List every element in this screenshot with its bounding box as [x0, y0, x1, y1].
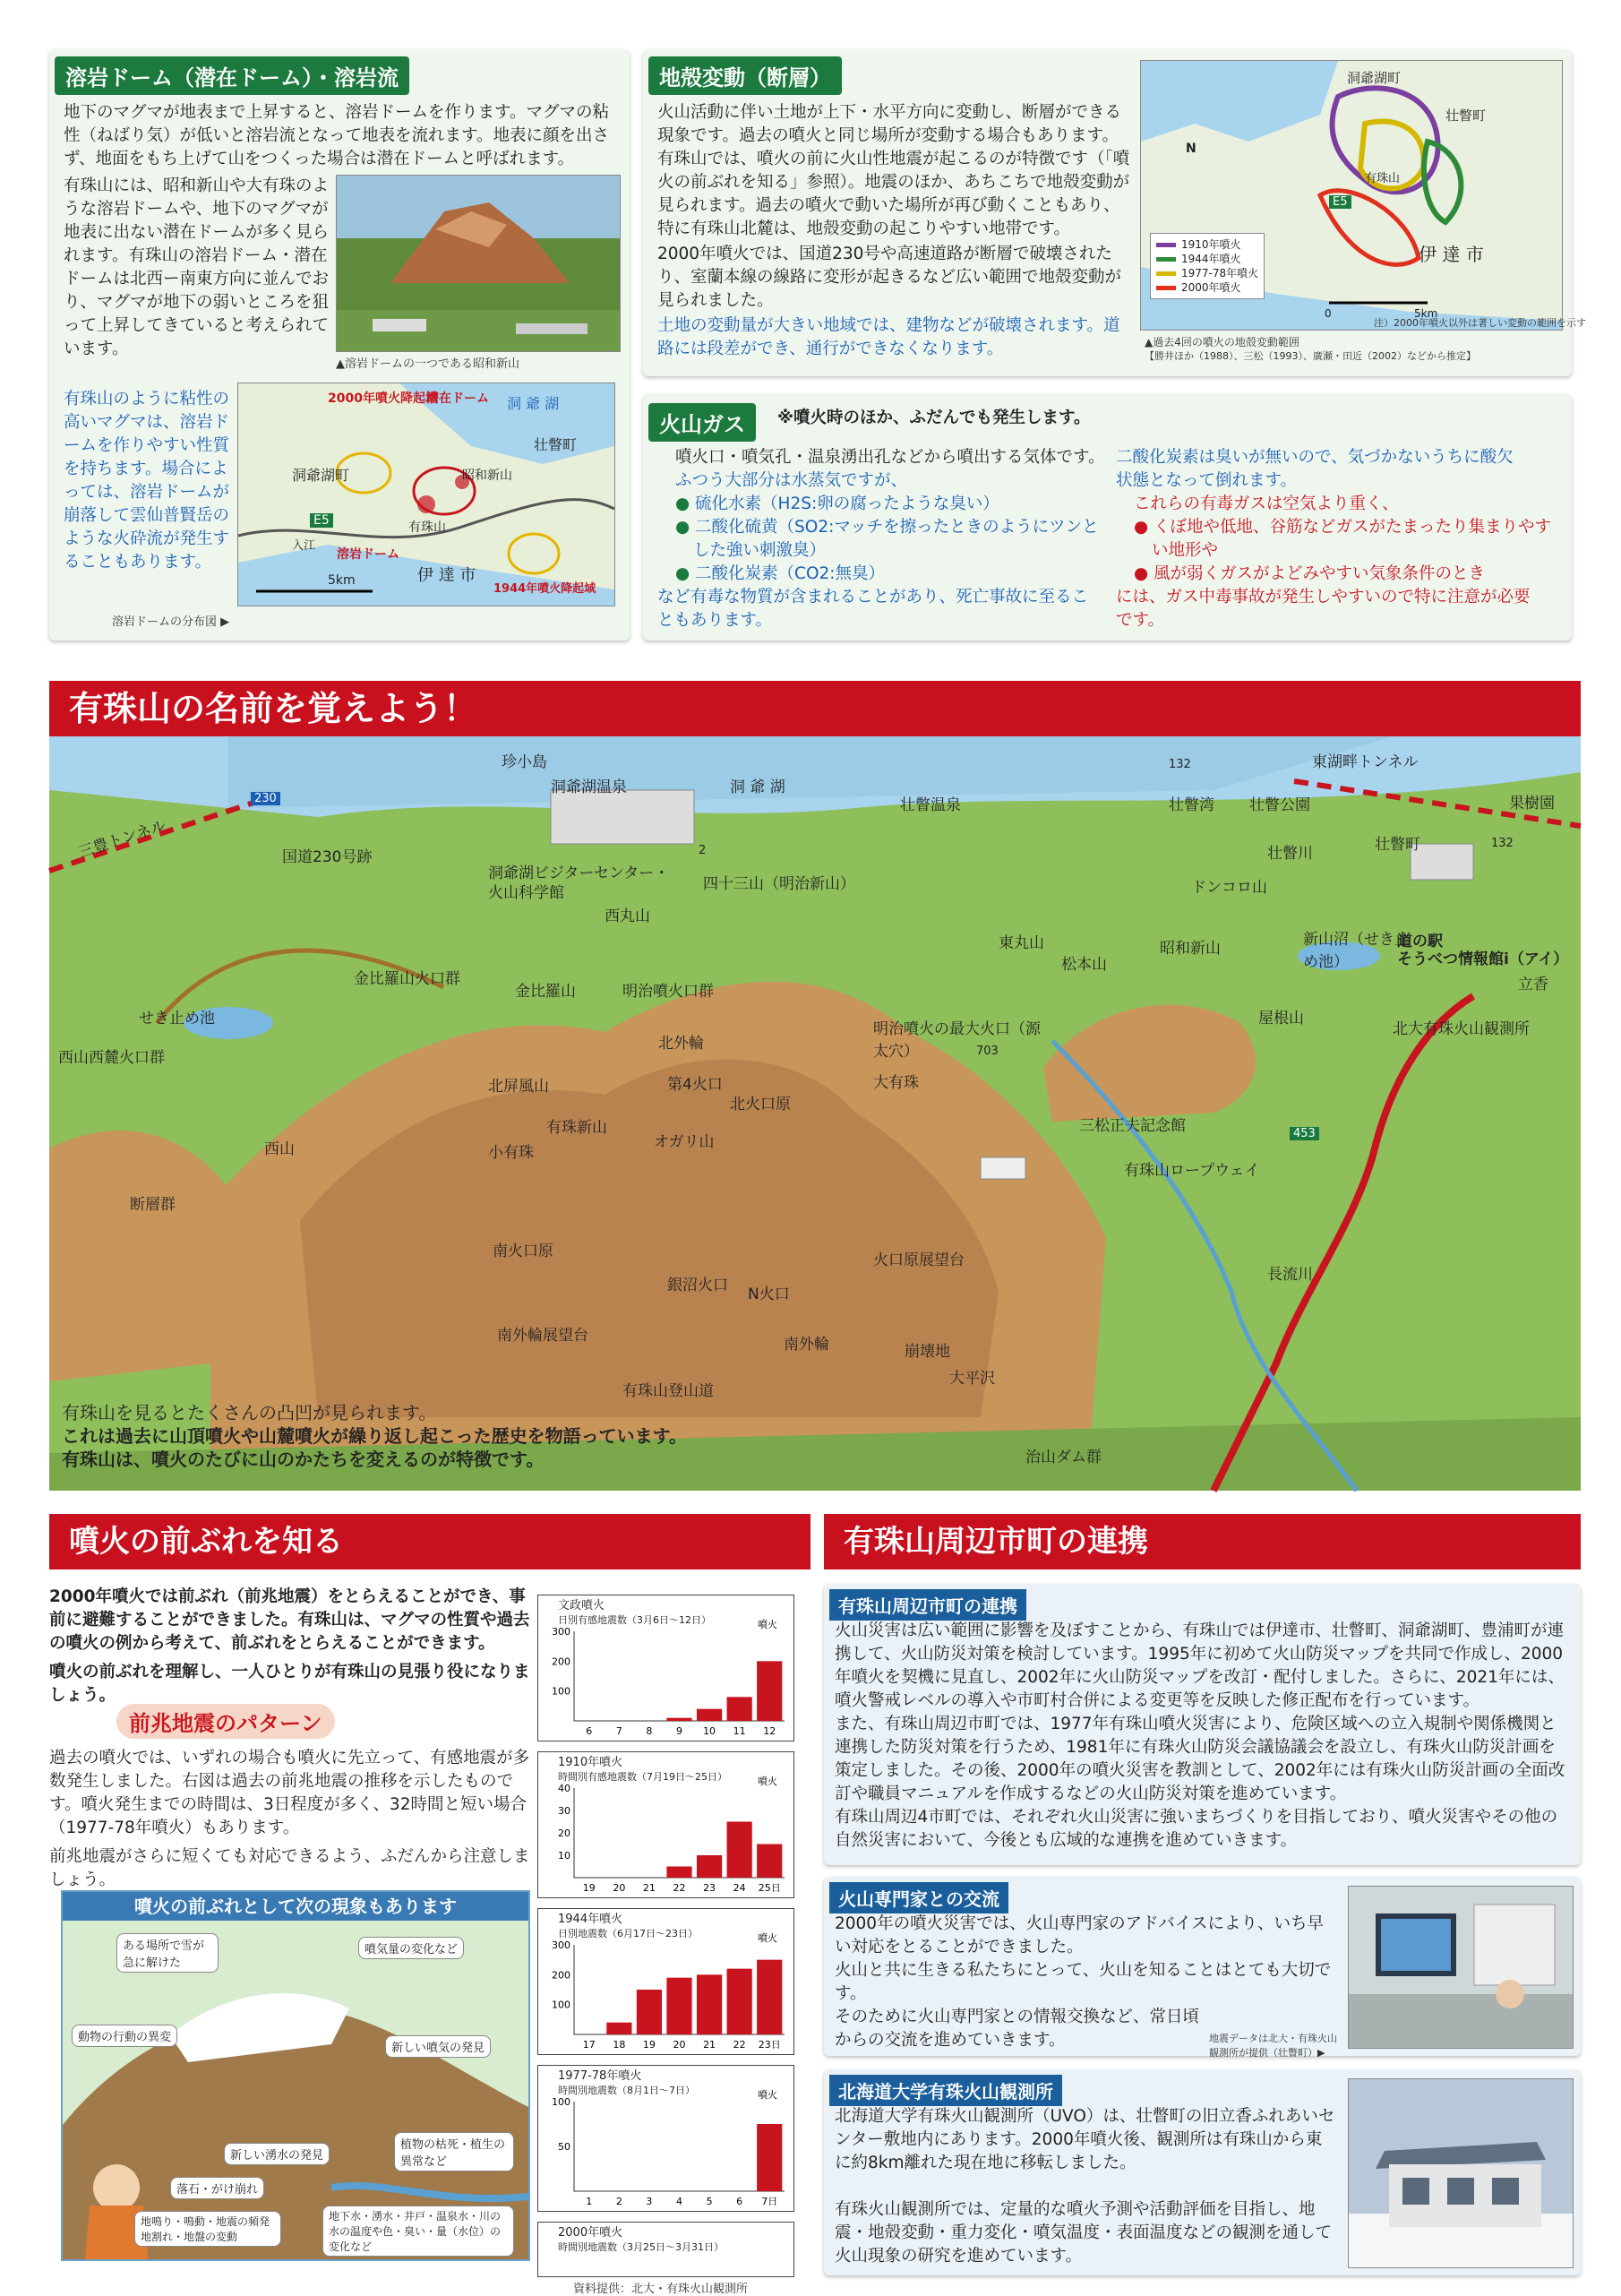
showa-shinzan-photo — [336, 175, 621, 352]
coop-s3-p1: 北海道大学有珠火山観測所（UVO）は、壮瞥町の旧立香ふれあいセンター敷地内にあります。2000年噴火後、観測所は有珠山から東に約8km離れた現在地に移転しました。 — [835, 2107, 1335, 2172]
chart-bar — [697, 1974, 722, 2034]
road-number: 2 — [699, 844, 707, 857]
x-tick-label: 11 — [733, 1725, 746, 1737]
chart-bar — [757, 2124, 782, 2191]
chart-bar — [757, 1960, 782, 2034]
observatory-photo — [1348, 2078, 1574, 2268]
place-label: 火山科学館 — [488, 884, 564, 902]
fault-panel — [643, 49, 1586, 376]
place-label: 南火口原 — [493, 1243, 553, 1260]
gas-right: 二酸化炭素は臭いが無いので、気づかないうちに酸欠 — [1116, 448, 1514, 467]
charts-source: 資料提供：北大・有珠火山観測所 — [573, 2283, 749, 2296]
coop-s2-p1: 2000年の噴火災害では、火山専門家のアドバイスにより、いち早い対応をとることができました。 — [835, 1914, 1325, 1956]
gas-right-bullet: ● 風が弱くガスがよどみやすい気象条件のとき — [1134, 564, 1486, 583]
place-label: 壮瞥町 — [1375, 836, 1420, 854]
gas-bullet: ● 二酸化炭素（CO2:無臭） — [675, 564, 886, 583]
x-tick-label: 10 — [703, 1725, 716, 1737]
illus-label: 動物の行動の異変 — [72, 2025, 177, 2047]
coop-s1-p3: 有珠山周辺4市町では、それぞれ火山災害に強いまちづくりを目指しており、噴火災害やその他の自然災害において、今後とも広域的な連携を進めていきます。 — [835, 1808, 1558, 1850]
chart-title-text: 1944年噴火 — [558, 1913, 623, 1926]
place-label: 明治噴火の最大火口（源太穴） — [873, 1020, 1041, 1061]
place-label: 四十三山（明治新山） — [703, 875, 855, 893]
y-tick-label: 30 — [558, 1805, 570, 1817]
y-tick-label: 100 — [552, 2096, 570, 2108]
road-number: 132 — [1169, 758, 1191, 771]
chart-bar — [757, 1661, 782, 1721]
gas-panel — [643, 394, 1572, 641]
signs-p4: 前兆地震がさらに短くても対応できるよう、ふだんから注意しましょう。 — [49, 1847, 530, 1889]
illus-label: 地下水・湧水・井戸・温泉水・川の水の温度や色・臭い・量（水位）の変化など — [322, 2206, 514, 2257]
map-label: 有珠山 — [408, 520, 446, 535]
chart-bar — [666, 1867, 691, 1879]
chart-subtitle: 時間別地震数（3月25日～3月31日） — [558, 2241, 724, 2253]
coop-section-3 — [824, 2069, 1581, 2275]
fault-map-note: 注）2000年噴火以外は著しい変動の範囲を示す — [1374, 317, 1586, 329]
x-tick-label: 22 — [673, 1882, 686, 1894]
place-label: 長流川 — [1267, 1266, 1313, 1284]
fault-map-label: 5km — [1414, 307, 1438, 320]
names-caption-box — [62, 1401, 957, 1471]
place-label: 南外輪展望台 — [497, 1327, 588, 1345]
map-label: 昭和新山 — [462, 469, 512, 483]
gas-right-text: 風が弱くガスがよどみやすい気象条件のとき — [1154, 564, 1486, 583]
place-label: 壮瞥公園 — [1249, 796, 1310, 814]
x-tick-label: 7日 — [761, 2196, 778, 2207]
illus-label: 新しい噴気の発見 — [385, 2035, 491, 2058]
place-label: 壮瞥温泉 — [900, 796, 961, 814]
fault-tag: 地殻変動（断層） — [648, 56, 842, 95]
fault-map-label: E5 — [1329, 195, 1351, 209]
x-tick-label: 6 — [586, 1725, 593, 1737]
place-label: オガリ山 — [654, 1133, 715, 1151]
chart-subtitle: 日別地震数（6月17日～23日） — [558, 1928, 698, 1939]
gas-right: い地形や — [1152, 541, 1219, 560]
chart-title-text: 2000年噴火 — [558, 2226, 623, 2240]
place-label: 大平沢 — [949, 1370, 995, 1388]
x-tick-label: 12 — [763, 1725, 776, 1737]
place-label: 西山西麓火口群 — [58, 1049, 165, 1067]
chart-axis — [574, 1788, 785, 1878]
place-label: 北屏風山 — [488, 1078, 549, 1096]
place-label: 東丸山 — [999, 934, 1044, 952]
fault-p3: 2000年噴火では、国道230号や高速道路が断層で破壊されたり、室蘭本線の線路に変形が起きるなど広い範囲で地殻変動が見られました。 — [657, 245, 1122, 310]
place-label: 有珠山ロープウェイ — [1124, 1162, 1260, 1180]
chart-bunsei — [537, 1595, 794, 1741]
place-label: 銀沼火口 — [667, 1277, 728, 1294]
place-label: 新山沼（せき止め池） — [1303, 931, 1410, 971]
chart-subtitle: 時間別有感地震数（7月19日～25日） — [558, 1771, 727, 1783]
road-number: 453 — [1290, 1127, 1319, 1140]
names-caption: これは過去に山頂噴火や山麓噴火が繰り返し起こった歴史を物語っています。 — [62, 1425, 687, 1447]
place-label: 洞爺湖ビジターセンター・ — [488, 864, 670, 882]
coop-s2-p2: 火山と共に生きる私たちにとって、火山を知ることはとても大切です。 — [835, 1961, 1332, 2003]
chart-axis — [574, 1631, 785, 1721]
x-tick-label: 23日 — [758, 2039, 781, 2051]
eruption-annotation: 噴火 — [758, 2089, 777, 2101]
coop-section-1 — [824, 1584, 1581, 1865]
map-label: 5km — [328, 573, 356, 588]
road-number: 132 — [1491, 837, 1514, 850]
x-tick-label: 19 — [582, 1882, 596, 1894]
eruption-annotation: 噴火 — [758, 1932, 777, 1944]
usu-illustrated-map — [49, 736, 1581, 1491]
legend-label: 2000年噴火 — [1181, 281, 1241, 294]
place-label: 南外輪 — [784, 1336, 829, 1354]
gas-bullet-text: 硫化水素（H2S:卵の腐ったような臭い） — [695, 494, 999, 513]
place-label: 金比羅山 — [515, 983, 576, 1001]
place-label: 東湖畔トンネル — [1312, 753, 1419, 771]
fault-p1: 火山活動に伴い土地が上下・水平方向に変動し、断層ができる現象です。過去の噴火と同じ場所が変動する場合もあります。 — [657, 103, 1122, 145]
chart-1977 — [537, 2065, 794, 2212]
x-tick-label: 5 — [706, 2196, 713, 2207]
gas-line: ふつう大部分は水蒸気ですが、 — [675, 471, 908, 490]
chart-bar — [727, 1822, 752, 1879]
place-label: ドンコロ山 — [1191, 879, 1267, 897]
x-tick-label: 17 — [582, 2039, 596, 2051]
place-label: 立香 — [1518, 976, 1548, 993]
x-tick-label: 3 — [646, 2196, 653, 2207]
gas-right: には、ガス中毒事故が発生しやすいので特に注意が必要 — [1116, 588, 1531, 606]
place-label: 大有珠 — [873, 1074, 919, 1092]
place-label: 西丸山 — [605, 907, 650, 925]
illus-label: 噴気量の変化など — [358, 1937, 464, 1959]
chart-bar — [697, 1709, 722, 1721]
x-tick-label: 8 — [646, 1725, 653, 1737]
gas-right-text: くぼ地や低地、谷筋などガスがたまったり集まりやす — [1154, 518, 1552, 537]
place-label: 三豊トンネル — [76, 816, 168, 863]
fault-caption-source: 【勝井ほか（1988）、三松（1993）、廣瀬・田近（2002）などから推定】 — [1145, 350, 1476, 362]
place-label: 治山ダム群 — [1025, 1449, 1102, 1466]
gas-line: など有毒な物質が含まれることがあり、死亡事故に至るこ — [657, 588, 1089, 606]
coop-s3-p2: 有珠火山観測所では、定量的な噴火予測や活動評価を目指し、地震・地殻変動・重力変化・噴気温度・表面温度などの観測を通して火山現象の研究を進めています。 — [835, 2200, 1333, 2266]
x-tick-label: 21 — [642, 1882, 656, 1894]
y-tick-label: 300 — [552, 1939, 570, 1951]
place-label: 小有珠 — [488, 1144, 534, 1162]
place-label: 昭和新山 — [1160, 940, 1221, 958]
lava-dome-map — [237, 383, 615, 606]
place-label: 断層群 — [130, 1196, 176, 1214]
gas-intro: ※噴火時のほか、ふだんでも発生します。 — [777, 408, 1091, 427]
place-label: 崩壊地 — [905, 1343, 950, 1361]
road-number: 230 — [251, 792, 280, 805]
x-tick-label: 4 — [676, 2196, 682, 2207]
gas-bullet-text: 二酸化炭素（CO2:無臭） — [695, 564, 886, 583]
chart-bar — [637, 1990, 662, 2034]
y-tick-label: 300 — [552, 1626, 570, 1638]
x-tick-label: 19 — [642, 2039, 656, 2051]
legend-swatch — [1156, 257, 1176, 262]
x-tick-label: 21 — [703, 2039, 716, 2051]
chart-plot — [538, 1595, 793, 1741]
chart-bar — [757, 1845, 782, 1879]
names-caption: 有珠山は、噴火のたびに山のかたちを変えるのが特徴です。 — [62, 1449, 545, 1470]
place-label: 第4火口 — [667, 1076, 723, 1094]
chart-title-text: 1977-78年噴火 — [558, 2069, 642, 2083]
place-label: 壮瞥川 — [1267, 845, 1313, 863]
map-label: 2000年噴火降起域 — [328, 391, 438, 406]
y-tick-label: 10 — [558, 1850, 570, 1862]
place-label: 屋根山 — [1258, 1010, 1304, 1028]
place-label: 壮瞥湾 — [1169, 796, 1214, 814]
y-tick-label: 200 — [552, 1969, 570, 1982]
map-label: 1944年噴火降起域 — [493, 582, 596, 596]
x-tick-label: 25日 — [758, 1882, 781, 1894]
eruption-annotation: 噴火 — [758, 1776, 777, 1787]
signs-p3: 過去の噴火では、いずれの場合も噴火に先立って、有感地震が多数発生しました。右図は過去の前兆地震の推移を示したものです。噴火発生までの時間は、3日程度が多く、32時間と短い場合（1977-78年噴火）もあります。 — [49, 1749, 530, 1837]
pattern-title: 前兆地震のパターン — [116, 1704, 335, 1739]
gas-line: した強い刺激臭） — [693, 541, 827, 560]
photo-caption: ▲溶岩ドームの一つである昭和新山 — [336, 357, 519, 371]
legend-swatch — [1156, 243, 1176, 247]
place-label: 北外輪 — [658, 1035, 704, 1053]
fault-p2: 有珠山では、噴火の前に火山性地震が起こるのが特徴です（「噴火の前ぶれを知る」参照）。地震のほか、あちこちで地殻変動が見られます。過去の噴火で動いた場所が再び動くこともあり、特に有珠山北麓は、地殻変動の起こりやすい地帯です。 — [657, 150, 1130, 238]
chart-plot — [538, 1752, 793, 1897]
fault-caption: ▲過去4回の噴火の地殻変動範囲 — [1145, 336, 1299, 348]
map-label: 潜在ドーム — [426, 391, 489, 406]
gas-right: です。 — [1116, 611, 1165, 630]
x-tick-label: 23 — [703, 1882, 716, 1894]
precursor-illustration — [61, 1890, 530, 2261]
lava-p1: 地下のマグマが地表まで上昇すると、溶岩ドームを作ります。マグマの粘性（ねばり気）が低いと溶岩流となって地表を流れます。地表に顔を出さず、地面をもち上げて山をつくった場合は潜在ドームと呼ばれます。 — [64, 103, 610, 168]
y-tick-label: 40 — [558, 1783, 570, 1794]
map-label: 洞爺湖町 — [292, 467, 350, 484]
fault-p4: 土地の変動量が大きい地域では、建物などが破壊されます。道路には段差ができ、通行ができなくなります。 — [657, 316, 1120, 358]
chart-plot — [538, 1909, 793, 2054]
place-label: 三松正夫記念館 — [1079, 1117, 1186, 1135]
y-tick-label: 100 — [552, 1685, 570, 1698]
map-label: E5 — [310, 513, 333, 528]
fault-map-label: 有珠山 — [1365, 172, 1401, 185]
road-number: 703 — [976, 1045, 999, 1058]
gas-tag: 火山ガス — [648, 403, 756, 442]
chart-plot — [538, 2066, 793, 2211]
chart-bar — [727, 1697, 752, 1721]
fault-map-label: 壮瞥町 — [1445, 107, 1487, 124]
coop-s3-tag: 北海道大学有珠火山観測所 — [829, 2075, 1062, 2106]
legend-label: 1910年噴火 — [1181, 238, 1241, 251]
x-tick-label: 1 — [586, 2196, 593, 2207]
y-tick-label: 100 — [552, 1999, 570, 2011]
place-label: 有珠新山 — [546, 1119, 607, 1137]
chart-bar — [666, 1718, 691, 1721]
chart-title-text: 1910年噴火 — [558, 1756, 623, 1769]
chart-subtitle: 時間別地震数（8月1日～7日） — [558, 2085, 695, 2096]
x-tick-label: 20 — [613, 1882, 626, 1894]
illus-label: 新しい湧水の発見 — [224, 2143, 330, 2165]
illus-label: 落石・がけ崩れ — [170, 2177, 264, 2199]
signs-title-band: 噴火の前ぶれを知る — [49, 1514, 810, 1569]
chart-2000 — [537, 2222, 794, 2277]
chart-1944 — [537, 1908, 794, 2055]
gas-bullet: ● 硫化水素（H2S:卵の腐ったような臭い） — [675, 494, 999, 513]
place-label: 西山 — [264, 1140, 295, 1158]
chart-subtitle: 日別有感地震数（3月6日～12日） — [558, 1614, 711, 1626]
coop-title-band: 有珠山周辺市町の連携 — [824, 1514, 1581, 1569]
chart-1910 — [537, 1751, 794, 1898]
fault-legend — [1150, 233, 1265, 299]
chart-plot — [538, 2223, 793, 2276]
gas-line: ともあります。 — [657, 611, 773, 630]
coop-s1-tag: 有珠山周辺市町の連携 — [829, 1589, 1026, 1621]
place-label: 洞 爺 湖 — [730, 778, 785, 796]
chart-bar — [606, 2023, 631, 2034]
legend-label: 1944年噴火 — [1181, 253, 1241, 265]
signs-p2: 噴火の前ぶれを理解し、一人ひとりが有珠山の見張り役になりましょう。 — [49, 1663, 530, 1705]
chart-bar — [666, 1978, 691, 2034]
place-label: 道の駅 — [1397, 933, 1443, 950]
x-tick-label: 9 — [676, 1725, 682, 1737]
x-tick-label: 18 — [613, 2039, 626, 2051]
lava-dome-tag: 溶岩ドーム（潜在ドーム）・溶岩流 — [55, 56, 409, 95]
signs-p1: 2000年噴火では前ぶれ（前兆地震）をとらえることができ、事前に避難することができました。有珠山は、マグマの性質や過去の噴火の例から考えて、前ぶれをとらえることができます。 — [49, 1587, 530, 1653]
map-label: 入江 — [292, 539, 316, 553]
fault-map — [1140, 60, 1586, 331]
illus-label: 地鳴り・鳴動・地震の頻発 地割れ・地盤の変動 — [134, 2211, 281, 2247]
place-label: 洞爺湖温泉 — [551, 778, 627, 796]
place-label: せき止め池 — [139, 1010, 215, 1028]
map-label: 伊 達 市 — [417, 566, 476, 585]
coop-s1-p1: 火山災害は広い範囲に影響を及ぼすことから、有珠山では伊達市、壮瞥町、洞爺湖町、豊浦町が連携して、火山防災対策を検討しています。1995年に初めて火山防災マップを共同で作成し、2000年噴火を契機に見直し、2002年に火山防災マップを改訂・配付しました。さらに、2021年には、噴火警戒レベルの導入や市町村合併による変更等を反映した修正配布を行っています。 — [835, 1621, 1565, 1710]
lava-p3: 有珠山のように粘性の高いマグマは、溶岩ドームを作りやすい性質を持ちます。場合によっては、溶岩ドームが崩落して雲仙普賢岳のような火砕流が発生することもあります。 — [64, 390, 230, 572]
illus-label: ある場所で雪が急に解けた — [116, 1933, 219, 1973]
lava-p2: 有珠山には、昭和新山や大有珠のような溶岩ドームや、地下のマグマが地表に出ない潜在ドームが多く見られます。有珠山の溶岩ドーム・潜在ドームは北西ー南東方向に並んでおり、マグマが地下の弱いところを狙って上昇してきていると考えられています。 — [64, 176, 330, 358]
coop-s1-p2: また、有珠山周辺市町では、1977年有珠山噴火災害により、危険区域への立入規制や関係機関と連携した防災対策を行うため、1981年に有珠火山防災会議協議会を設立し、有珠火山防災計画を策定しました。その後、2000年の噴火災害を教訓として、2002年には有珠火山防災計画の全面改訂や職員マニュアルを作成するなどの火山防災対策を進めています。 — [835, 1715, 1565, 1803]
x-tick-label: 22 — [733, 2039, 746, 2051]
coop-s2-tag: 火山専門家との交流 — [829, 1882, 1008, 1913]
coop-section-2 — [824, 1877, 1581, 2059]
place-label: そうべつ情報館i（アイ） — [1397, 950, 1569, 968]
gas-bullet: ● 二酸化硫黄（SO2:マッチを擦ったときのようにツンと — [675, 518, 1099, 537]
x-tick-label: 24 — [733, 1882, 746, 1894]
names-caption: 有珠山を見るとたくさんの凸凹が見られます。 — [62, 1402, 437, 1423]
lava-dome-panel — [49, 49, 630, 641]
gas-bullet-text: 二酸化硫黄（SO2:マッチを擦ったときのようにツンと — [695, 518, 1099, 537]
gas-right: これらの有毒ガスは空気より重く、 — [1134, 494, 1399, 513]
names-title-band: 有珠山の名前を覚えよう！ — [49, 681, 1581, 736]
illus-title: 噴火の前ぶれとして次の現象もあります — [63, 1892, 528, 1921]
fault-map-label: N — [1186, 142, 1196, 156]
coop-s2-caption: 地震データは北大・有珠火山観測所が提供（壮瞥町）▶ — [1209, 2033, 1337, 2059]
place-label: 北大有珠火山観測所 — [1393, 1020, 1530, 1038]
place-label: 北火口原 — [730, 1096, 791, 1114]
gas-line: 噴火口・噴気孔・温泉湧出孔などから噴出する気体です。 — [675, 448, 1105, 467]
y-tick-label: 50 — [558, 2141, 570, 2153]
place-label: 果樹園 — [1509, 795, 1555, 813]
gas-right-bullet: ● くぼ地や低地、谷筋などガスがたまったり集まりやす — [1134, 518, 1552, 537]
map-label: 洞 爺 湖 — [507, 395, 560, 412]
map-label: 壮瞥町 — [534, 436, 578, 453]
fault-map-label: 0 — [1325, 307, 1332, 320]
x-tick-label: 7 — [615, 1725, 622, 1737]
chart-title-text: 文政噴火 — [558, 1599, 605, 1612]
gas-right: 状態となって倒れます。 — [1116, 471, 1298, 490]
legend-swatch — [1156, 271, 1176, 276]
x-tick-label: 20 — [673, 2039, 686, 2051]
x-tick-label: 6 — [736, 2196, 743, 2207]
coop-s2-p3: そのために火山専門家との情報交換など、常日頃からの交流を進めていきます。 — [835, 2008, 1200, 2050]
chart-axis — [574, 2102, 785, 2191]
legend-swatch — [1156, 286, 1176, 290]
fault-map-label: 洞爺湖町 — [1347, 70, 1402, 86]
y-tick-label: 200 — [552, 1655, 570, 1668]
fault-map-label: 伊 達 市 — [1419, 244, 1484, 265]
monitoring-room-photo — [1348, 1886, 1574, 2049]
legend-label: 1977-78年噴火 — [1181, 267, 1259, 279]
place-label: N火口 — [748, 1286, 790, 1303]
place-label: 国道230号跡 — [282, 848, 373, 866]
y-tick-label: 20 — [558, 1827, 570, 1839]
map-caption: 溶岩ドームの分布図 ▶ — [112, 615, 230, 629]
place-label: 金比羅山火口群 — [354, 970, 460, 988]
eruption-annotation: 噴火 — [758, 1619, 777, 1630]
place-label: 有珠山登山道 — [622, 1382, 714, 1400]
chart-bar — [727, 1969, 752, 2034]
map-label: 溶岩ドーム — [337, 547, 399, 562]
place-label: 明治噴火口群 — [622, 983, 714, 1001]
place-label: 火口原展望台 — [873, 1251, 965, 1269]
place-label: 松本山 — [1061, 956, 1107, 974]
x-tick-label: 2 — [615, 2196, 622, 2207]
chart-bar — [697, 1855, 722, 1878]
place-label: 珍小島 — [502, 753, 547, 771]
illus-label: 植物の枯死・植生の異常など — [394, 2132, 514, 2171]
